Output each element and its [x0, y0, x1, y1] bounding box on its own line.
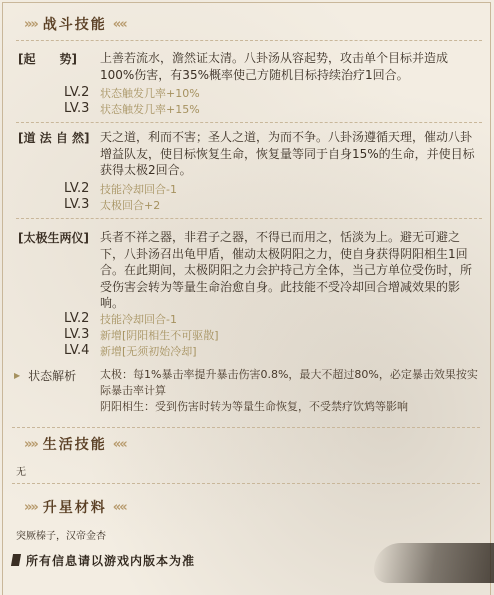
- chevron-left-icon: ««: [112, 499, 126, 515]
- life-skills-title: 生活技能: [42, 437, 107, 453]
- chevron-right-icon: »»: [24, 499, 37, 515]
- combat-skills-title: 战斗技能: [42, 17, 107, 33]
- skill-divider: [16, 218, 482, 219]
- triangle-bullet-icon: ▶: [14, 371, 21, 380]
- level-label: LV.2: [64, 181, 90, 196]
- skill-description: 上善若流水，澹然证太清。八卦汤从容起势，攻击单个目标并造成100%伤害，有35%概率使己方随机目标持续治疗1回合。: [100, 51, 449, 82]
- level-label: LV.2: [64, 311, 90, 326]
- level-label: LV.3: [64, 197, 90, 212]
- skill-level-row: [64, 311, 177, 326]
- status-analysis-text: [100, 367, 480, 415]
- chevron-left-icon: ««: [112, 16, 126, 32]
- skill-name: [太极生两仪]: [18, 231, 89, 245]
- level-effect: 状态触发几率+10%: [100, 86, 200, 100]
- level-effect: 技能冷却回合-1: [100, 312, 177, 326]
- skill-divider: [16, 122, 482, 123]
- section-divider: [12, 427, 480, 428]
- skill-description: 兵者不祥之器，非君子之器，不得已而用之，恬淡为上。避无可避之下，八卦汤召出龟甲盾，催动太极阴阳之力，使自身获得阴阳相生1回合。在此期间，太极阴阳之力会护持己方全体，当己方单位受伤时，所受伤害会转为等量生命治愈自身。此技能不受冷却回合增减效果的影响。: [100, 230, 473, 310]
- status-line: 阴阳相生：受到伤害时转为等量生命恢复，不受禁疗饮鸩等影响: [100, 400, 408, 413]
- skill-level-row: [64, 343, 197, 358]
- upgrade-materials-title: 升星材料: [42, 500, 107, 516]
- skill-level-row: [64, 101, 200, 116]
- level-label: LV.3: [64, 327, 90, 342]
- level-effect: 状态触发几率+15%: [100, 102, 200, 116]
- skill-divider: [16, 40, 482, 41]
- combat-skills-header: [18, 13, 132, 35]
- chevron-right-icon: »»: [24, 16, 37, 32]
- level-effect: 技能冷却回合-1: [100, 182, 177, 196]
- level-label: LV.2: [64, 85, 90, 100]
- upgrade-materials-header: [18, 496, 132, 518]
- brush-mark-icon: [11, 554, 21, 566]
- disclaimer-text: 所有信息请以游戏内版本为准: [26, 553, 196, 568]
- level-effect: 太极回合+2: [100, 198, 161, 212]
- skill-description: 天之道，利而不害；圣人之道，为而不争。八卦汤遵循天理，催动八卦增益队友，使目标恢复生命，恢复量等同于自身15%的生命，并使目标获得太极2回合。: [100, 130, 475, 177]
- disclaimer-footer: [0, 545, 494, 575]
- status-line: 太极：每1%暴击率提升暴击伤害0.8%，最大不超过80%，必定暴击效果按实际暴击率计算: [100, 368, 478, 397]
- upgrade-materials-value: 突厥榛子，汉帝金杏: [16, 531, 106, 542]
- skill-level-row: [64, 181, 177, 196]
- chevron-right-icon: »»: [24, 436, 37, 452]
- skill-name: [道 法 自 然]: [18, 131, 90, 145]
- skill-name: [起 势]: [18, 52, 77, 66]
- level-label: LV.3: [64, 101, 90, 116]
- chevron-left-icon: ««: [112, 436, 126, 452]
- life-skills-value: 无: [16, 467, 26, 478]
- life-skills-header: [18, 433, 132, 455]
- skill-level-row: [64, 85, 200, 100]
- level-effect: 新增[阴阳相生不可驱散]: [100, 328, 219, 342]
- status-analysis-label: 状态解析: [28, 369, 77, 383]
- section-divider: [12, 483, 480, 484]
- level-effect: 新增[无须初始冷却]: [100, 344, 197, 358]
- level-label: LV.4: [64, 343, 90, 358]
- skill-level-row: [64, 197, 160, 212]
- skill-level-row: [64, 327, 219, 342]
- status-analysis-header: [14, 367, 76, 384]
